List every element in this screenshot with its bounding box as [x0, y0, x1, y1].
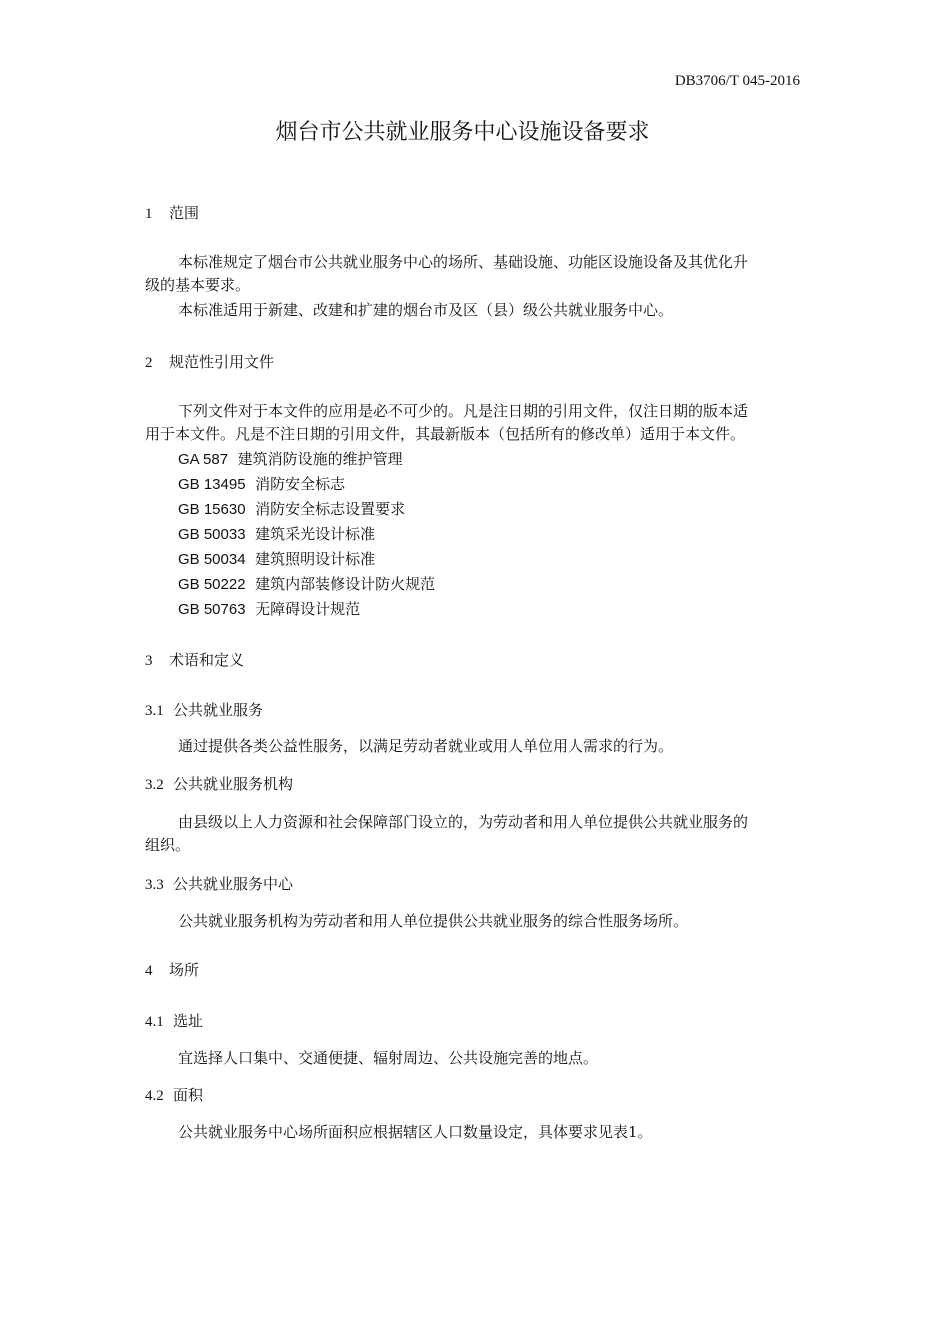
section-1-heading: [145, 203, 199, 224]
section-2-heading: [145, 352, 274, 373]
subsection-4-1-heading: 4.1 选址: [145, 1012, 204, 1030]
paragraph-cont: 用于本文件。凡是不注日期的引用文件，其最新版本（包括所有的修改单）适用于本文件。: [145, 425, 746, 443]
subsection-3-3-heading: 3.3 公共就业服务中心: [145, 875, 294, 893]
section-title: 场所: [169, 961, 200, 979]
paragraph: 公共就业服务中心场所面积应根据辖区人口数量设定，具体要求见表1。: [178, 1123, 653, 1141]
paragraph: 公共就业服务机构为劳动者和用人单位提供公共就业服务的综合性服务场所。: [178, 912, 689, 930]
standard-number: DB3706/T 045-2016: [674, 73, 800, 89]
paragraph: 下列文件对于本文件的应用是必不可少的。凡是注日期的引用文件，仅注日期的版本适: [178, 402, 749, 420]
paragraph-cont: 级的基本要求。: [145, 276, 251, 294]
reference-item: GB 15630 消防安全标志设置要求: [178, 500, 406, 518]
section-number: 1: [145, 206, 153, 222]
reference-item: GB 50034 建筑照明设计标准: [178, 550, 376, 568]
section-4-heading: [145, 960, 199, 981]
subsection-4-2-heading: 4.2 面积: [145, 1086, 204, 1104]
subsection-3-2-heading: 3.2 公共就业服务机构: [145, 775, 294, 793]
section-number: 2: [145, 355, 153, 371]
reference-item: GB 50763 无障碍设计规范: [178, 600, 361, 618]
paragraph: 本标准适用于新建、改建和扩建的烟台市及区（县）级公共就业服务中心。: [178, 301, 674, 319]
section-title: 术语和定义: [169, 651, 245, 669]
section-number: 3: [145, 653, 153, 669]
paragraph: 宜选择人口集中、交通便捷、辐射周边、公共设施完善的地点。: [178, 1049, 599, 1067]
paragraph: 由县级以上人力资源和社会保障部门设立的，为劳动者和用人单位提供公共就业服务的: [178, 813, 749, 831]
section-3-heading: [145, 650, 244, 671]
reference-item: GB 50033 建筑采光设计标准: [178, 525, 376, 543]
paragraph: 通过提供各类公益性服务，以满足劳动者就业或用人单位用人需求的行为。: [178, 737, 674, 755]
paragraph: 本标准规定了烟台市公共就业服务中心的场所、基础设施、功能区设施设备及其优化升: [178, 253, 749, 271]
section-title: 规范性引用文件: [169, 353, 275, 371]
paragraph-cont: 组织。: [145, 836, 191, 854]
reference-item: GB 13495 消防安全标志: [178, 475, 346, 493]
subsection-3-1-heading: 3.1 公共就业服务: [145, 701, 264, 719]
reference-item: GA 587 建筑消防设施的维护管理: [178, 450, 403, 468]
section-number: 4: [145, 963, 153, 979]
reference-item: GB 50222 建筑内部装修设计防火规范: [178, 575, 436, 593]
section-title: 范围: [169, 204, 200, 222]
document-title: 烟台市公共就业服务中心设施设备要求: [275, 120, 650, 145]
